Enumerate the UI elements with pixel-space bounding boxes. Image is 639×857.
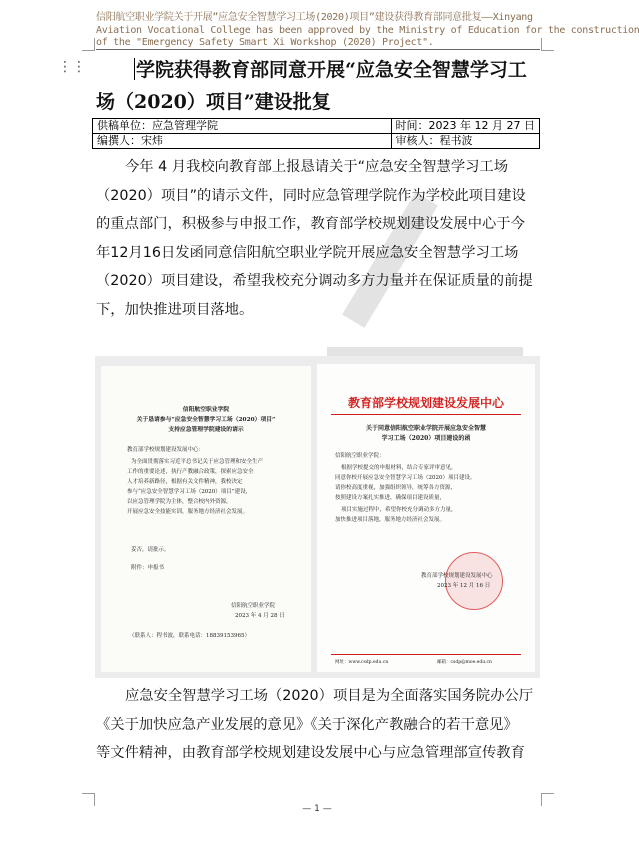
header-divider bbox=[96, 49, 540, 50]
docA-body-line: 人才培养新路径，根据有关文件精神，我校决定 bbox=[127, 479, 243, 485]
title-line-1: 学院获得教育部同意开展“应急安全智慧学习工 bbox=[136, 59, 527, 81]
docB-foot-divider bbox=[331, 654, 521, 655]
meta-reviewer: 审核人：程书波 bbox=[391, 134, 539, 149]
docA-head-2: 关于恳请参与“应急安全智慧学习工场（2020）项目” bbox=[136, 417, 276, 423]
docB-salutation: 信阳航空职业学院： bbox=[335, 453, 385, 459]
docA-body-line: 以应急管理学院为主体，整合校内外资源， bbox=[127, 499, 232, 505]
docB-body-line: 按照建设方案扎实推进，确保项目建设质量， bbox=[335, 495, 446, 501]
docB-head-1: 关于同意信阳航空职业学院开展应急安全智慧 bbox=[365, 425, 486, 432]
header-line-2: Aviation Vocational College has been approved by the Ministry of Education for the construction bbox=[96, 24, 639, 36]
para2-line: 等文件精神，由教育部学校规划建设发展中心与应急管理部宣传教育 bbox=[96, 745, 525, 762]
para1-line: 年12月16日发函同意信阳航空职业学院开展应急安全智慧学习工场 bbox=[96, 244, 519, 261]
docB-red-divider bbox=[331, 414, 521, 415]
page-header bbox=[96, 12, 639, 50]
docB-body-line: 同意你校开展应急安全智慧学习工场（2020）项目建设。 bbox=[335, 475, 476, 481]
paragraph-2 bbox=[96, 682, 544, 768]
docB-body-line: 请你校高度重视，加强组织领导，统筹各方资源， bbox=[335, 485, 457, 491]
docA-body-line: 参与“应急安全智慧学习工场（2020）项目”建设， bbox=[127, 489, 252, 495]
docB-sign: 教育部学校规划建设发展中心 bbox=[421, 573, 493, 579]
docA-head-1: 信阳航空职业学院 bbox=[182, 407, 230, 413]
paragraph-1 bbox=[96, 153, 544, 325]
para1-line: （2020）项目建设，希望我校充分调动多方力量并在保证质量的前提 bbox=[96, 273, 533, 290]
header-line-3: of the "Emergency Safety Smart Xi Workshop (2020) Project". bbox=[96, 37, 434, 48]
docA-date: 2023 年 4 月 28 日 bbox=[235, 613, 285, 619]
docA-body-line: 为全面贯彻落实习近平总书记关于应急管理和安全生产 bbox=[131, 459, 264, 465]
approval-document bbox=[317, 364, 535, 672]
para1-line: （2020）项目”的请示文件，同时应急管理学院作为学校此项目建设 bbox=[96, 187, 526, 204]
docA-contact: （联系人：程书波，联系电话：18839153965） bbox=[129, 633, 250, 639]
title-line-2: 场（2020）项目”建设批复 bbox=[96, 91, 331, 113]
crop-mark-top-left bbox=[82, 38, 95, 51]
para1-line: 今年 4 月我校向教育部上报恳请关于“应急安全智慧学习工场 bbox=[125, 159, 509, 175]
header-line-1: 信阳航空职业学院关于开展”应急安全智慧学习工场(2020)项目”建设获得教育部同意批复——Xinyang bbox=[96, 12, 533, 23]
meta-editor: 编撰人：宋炜 bbox=[93, 134, 392, 149]
docB-red-title: 教育部学校规划建设发展中心 bbox=[347, 396, 504, 410]
docB-body-line: 加快推进项目落地，服务地方经济社会发展。 bbox=[335, 517, 446, 523]
meta-supplier: 供稿单位：应急管理学院 bbox=[93, 119, 392, 134]
docA-closing: 妥否，请批示。 bbox=[131, 547, 170, 553]
para2-line: 《关于加快应急产业发展的意见》《关于深化产教融合的若干意见》 bbox=[96, 716, 518, 733]
page-number: — 1 — bbox=[302, 804, 332, 814]
drag-handle-icon[interactable]: ⋮⋮ bbox=[58, 59, 86, 75]
docB-body-line: 项目实施过程中，希望你校充分调动多方力量， bbox=[341, 507, 457, 513]
official-seal bbox=[445, 552, 503, 610]
docB-foot-right: 邮箱：csdp@moe.edu.cn bbox=[437, 660, 492, 665]
docB-head-2: 学习工场（2020）项目建设的函 bbox=[381, 435, 471, 442]
docB-body-line: 根据学校提交的申报材料，结合专家评审意见， bbox=[341, 465, 457, 471]
docA-attach: 附件：申报书 bbox=[131, 565, 165, 571]
document-photo bbox=[95, 356, 540, 678]
docA-body-line: 工作的重要论述，执行产教融合政策，探索应急安全 bbox=[127, 469, 254, 475]
crop-mark-top-right bbox=[541, 38, 554, 51]
para1-line: 的重点部门，积极参与申报工作，教育部学校规划建设发展中心于今 bbox=[96, 216, 525, 233]
docA-sign: 信阳航空职业学院 bbox=[231, 603, 276, 609]
docA-salutation: 教育部学校规划建设发展中心： bbox=[127, 447, 205, 453]
docA-head-3: 支持应急管理学院建设的请示 bbox=[168, 427, 244, 433]
para2-line: 应急安全智慧学习工场（2020）项目是为全面落实国务院办公厅 bbox=[125, 688, 534, 704]
request-document bbox=[101, 366, 311, 672]
meta-table bbox=[92, 118, 540, 149]
docA-body-line: 开展应急安全技能实训，服务地方经济社会发展。 bbox=[127, 509, 249, 515]
docB-foot-left: 网址：www.csdp.edu.cn bbox=[335, 660, 389, 665]
article-title bbox=[96, 54, 544, 118]
para1-line: 下，加快推进项目落地。 bbox=[96, 301, 254, 318]
meta-time: 时间：2023 年 12 月 27 日 bbox=[391, 119, 539, 134]
docB-date: 2023 年 12 月 16 日 bbox=[437, 583, 491, 589]
text-cursor bbox=[134, 58, 135, 80]
